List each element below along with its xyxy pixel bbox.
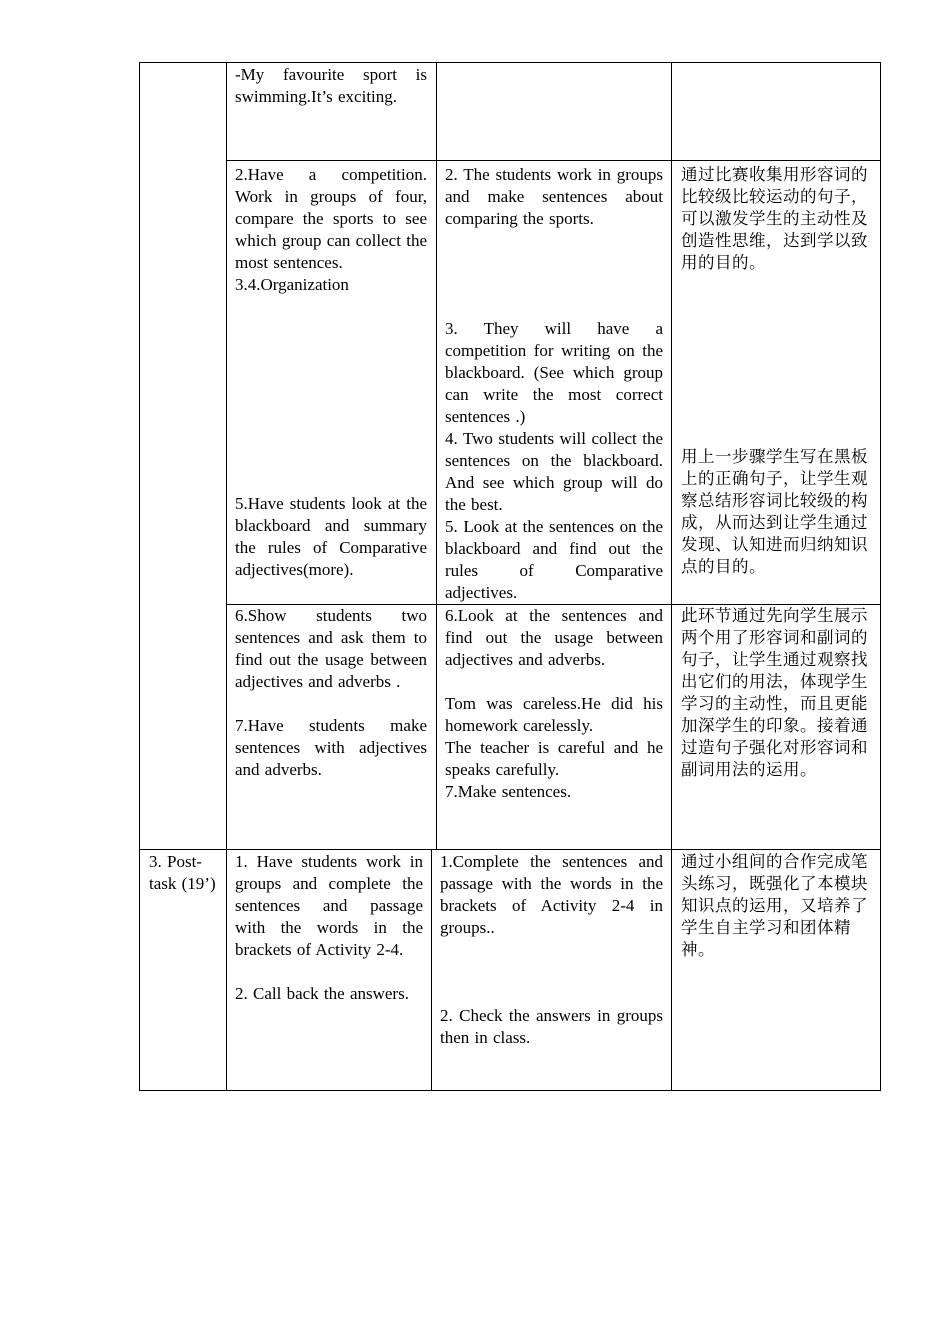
row1-students-step4: 4. Two students will collect the sentences on the blackboard. And see which group will do the best.	[445, 429, 663, 514]
row2-purpose-cell	[681, 605, 873, 781]
row3-students-step2: 2. Check the answers in groups then in class.	[440, 1006, 663, 1047]
row2-students-step7: 7.Make sentences.	[445, 782, 572, 801]
row1-students-step2: 2. The students work in groups and make sentences about comparing the sports.	[445, 165, 663, 228]
row3-stage-cell	[149, 851, 219, 895]
row3-teacher-step2: 2. Call back the answers.	[235, 984, 409, 1003]
row1-teacher-step34: 3.4.Organization	[235, 275, 349, 294]
row1-purpose-b: 用上一步骤学生写在黑板上的正确句子，让学生观察总结形容词比较级的构成，从而达到让学生通过发现、认知进而归纳知识点的目的。	[681, 447, 868, 576]
row3-stage: 3. Post-task (19’)	[149, 852, 216, 893]
row1-purpose-a: 通过比赛收集用形容词的比较级比较运动的句子，可以激发学生的主动性及创造性思维，达到学以致用的目的。	[681, 165, 868, 272]
row1-students-cell	[445, 164, 663, 230]
row1-purpose-cell-b	[681, 446, 873, 578]
row2-students-example2: The teacher is careful and he speaks carefully.	[445, 738, 663, 779]
row1-teacher-cell	[235, 164, 427, 296]
row2-students-cell	[445, 605, 663, 803]
row3-students-cell	[440, 851, 663, 1049]
row1-students-step5: 5. Look at the sentences on the blackboard and find out the rules of Comparative adjectives.	[445, 517, 663, 602]
row3-teacher-step1: 1. Have students work in groups and complete the sentences and passage with the words in the brackets of Activity 2-4.	[235, 852, 423, 959]
row1-purpose-cell	[681, 164, 873, 274]
row1-teacher-step5: 5.Have students look at the blackboard and summary the rules of Comparative adjectives(more).	[235, 494, 427, 579]
row1-students-step3: 3. They will have a competition for writing on the blackboard. (See which group can write the most correct sentences .)	[445, 319, 663, 426]
row1-students-cell-b	[445, 318, 663, 604]
row3-purpose-cell	[681, 851, 873, 961]
row0-teacher-cell	[235, 64, 427, 108]
row2-students-example1: Tom was careless.He did his homework carelessly.	[445, 694, 663, 735]
row2-teacher-cell	[235, 605, 427, 781]
row0-teacher-text: -My favourite sport is swimming.It’s exciting.	[235, 65, 427, 106]
row2-teacher-step7: 7.Have students make sentences with adjectives and adverbs.	[235, 716, 427, 779]
row3-students-step1: 1.Complete the sentences and passage with the words in the brackets of Activity 2-4 in groups..	[440, 852, 663, 937]
row1-teacher-step2: 2.Have a competition. Work in groups of four, compare the sports to see which group can collect the most sentences.	[235, 165, 427, 272]
row2-purpose: 此环节通过先向学生展示两个用了形容词和副词的句子，让学生通过观察找出它们的用法，体现学生学习的主动性，而且更能加深学生的印象。接着通过造句子强化对形容词和副词用法的运用。	[681, 606, 868, 779]
row1-teacher-step5-cell	[235, 493, 427, 581]
row3-purpose: 通过小组间的合作完成笔头练习，既强化了本模块知识点的运用，又培养了学生自主学习和团体精神。	[681, 852, 868, 959]
row2-students-step6: 6.Look at the sentences and find out the usage between adjectives and adverbs.	[445, 606, 663, 669]
row2-teacher-step6: 6.Show students two sentences and ask them to find out the usage between adjectives and adverbs .	[235, 606, 427, 691]
row3-teacher-cell	[235, 851, 423, 1005]
